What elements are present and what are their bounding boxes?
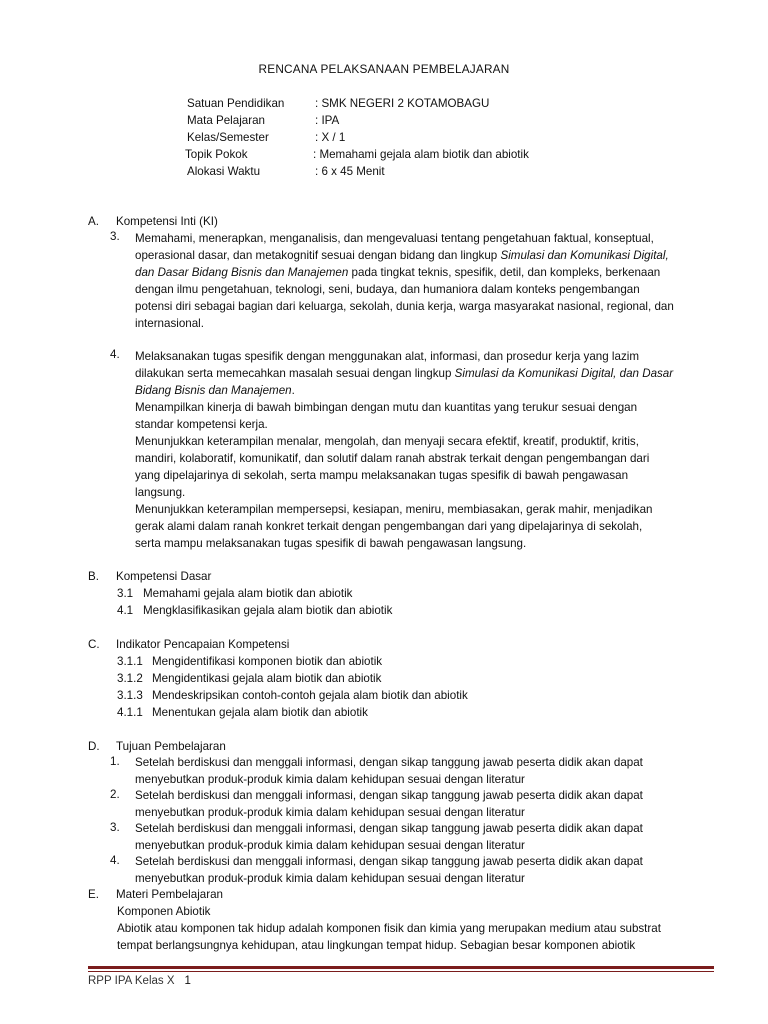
paragraph-line: Abiotik atau komponen tak hidup adalah komponen fisik dan kimia yang merupakan medium atau substrat <box>117 922 661 935</box>
footer-label: RPP IPA Kelas X <box>88 975 175 987</box>
paragraph-line <box>135 382 728 399</box>
text-span: dilakukan serta memecahkan masalah sesuai dengan lingkup <box>135 367 455 380</box>
paragraph-line: Menunjukkan keterampilan mempersepsi, kesiapan, meniru, membiasakan, gerak mahir, menjadikan <box>135 503 653 516</box>
section-title: Materi Pembelajaran <box>116 888 223 901</box>
info-row <box>187 95 529 112</box>
paragraph-line: serta mampu melaksanakan tugas spesifik di bawah pengawasan langsung. <box>135 537 527 550</box>
item-number: 3.1.2 <box>117 672 143 685</box>
info-value: : Memahami gejala alam biotik dan abiotik <box>313 148 529 161</box>
list-item <box>110 755 728 788</box>
list-item <box>110 821 728 854</box>
page-number: 1 <box>184 975 191 987</box>
paragraph-line: gerak alami dalam ranah konkret terkait dengan pengembangan dari yang dipelajarinya di sekolah, <box>135 520 643 533</box>
item-text: Menentukan gejala alam biotik dan abiotik <box>152 706 368 719</box>
item-number: 3.1.1 <box>117 655 143 668</box>
paragraph-line: menyebutkan produk-produk kimia dalam kehidupan sesuai dengan literatur <box>135 838 525 852</box>
section-letter: C. <box>88 638 100 651</box>
section-heading <box>88 636 728 653</box>
paragraph-line: dengan ilmu pengetahuan, teknologi, seni, budaya, dan humaniora dalam konteks pengembangan <box>135 283 640 296</box>
section-letter: D. <box>88 740 100 753</box>
item-number: 2. <box>110 788 120 801</box>
paragraph-line: standar kompetensi kerja. <box>135 418 268 431</box>
paragraph-line: tempat berlangsungnya kehidupan, atau lingkungan tempat hidup. Sebagian besar komponen abiotik <box>117 939 636 952</box>
identity-table <box>187 95 529 180</box>
section-title: Kompetensi Inti (KI) <box>116 215 218 228</box>
footer-rule-thin <box>88 971 714 972</box>
subheading: Komponen Abiotik <box>117 905 211 918</box>
footer-rule <box>88 966 714 969</box>
list-item <box>117 687 728 704</box>
italic-text: Simulasi dan Komunikasi Digital, <box>500 249 669 262</box>
item-number: 4.1 <box>117 604 134 617</box>
text-span: . <box>291 384 295 397</box>
section-heading <box>88 213 728 230</box>
item-text: Memahami gejala alam biotik dan abiotik <box>143 587 353 600</box>
list-item <box>117 670 728 687</box>
item-number: 4. <box>110 348 120 361</box>
paragraph-line: Menampilkan kinerja di bawah bimbingan dengan mutu dan kuantitas yang terukur sesuai dengan <box>135 401 638 414</box>
info-label: Satuan Pendidikan <box>187 97 285 110</box>
paragraph-line: Menunjukkan keterampilan menalar, mengolah, dan menyaji secara efektif, kreatif, produktif, kritis, <box>135 435 639 448</box>
info-value: : SMK NEGERI 2 KOTAMOBAGU <box>315 97 490 110</box>
info-value: : IPA <box>315 114 340 127</box>
paragraph-line: Setelah berdiskusi dan menggali informasi, dengan sikap tanggung jawab peserta didik akan dapat <box>135 756 643 769</box>
italic-text: Simulasi da Komunikasi Digital, dan Dasar <box>454 367 674 380</box>
paragraph-line <box>135 264 728 281</box>
section-heading <box>88 886 728 903</box>
item-number: 4. <box>110 854 120 867</box>
list-item <box>117 585 728 602</box>
paragraph-line: langsung. <box>135 486 186 499</box>
item-number: 4.1.1 <box>117 706 143 719</box>
info-value: : 6 x 45 Menit <box>315 165 385 178</box>
item-text: Mendeskripsikan contoh-contoh gejala alam biotik dan abiotik <box>152 689 468 702</box>
section-materi <box>88 886 728 954</box>
item-number: 3.1.3 <box>117 689 143 702</box>
document-title: RENCANA PELAKSANAAN PEMBELAJARAN <box>258 62 510 76</box>
section-indikator <box>88 636 728 721</box>
paragraph-line: Setelah berdiskusi dan menggali informasi, dengan sikap tanggung jawab peserta didik akan dapat <box>135 789 643 802</box>
info-row <box>187 129 529 146</box>
text-span: pada tingkat teknis, spesifik, detil, dan kompleks, berkenaan <box>348 266 661 279</box>
paragraph-line: menyebutkan produk-produk kimia dalam kehidupan sesuai dengan literatur <box>135 805 525 819</box>
section-heading <box>88 738 728 755</box>
item-number: 1. <box>110 755 120 768</box>
info-row <box>187 112 529 129</box>
paragraph-line: internasional. <box>135 317 204 330</box>
item-number: 3. <box>110 821 120 834</box>
list-item <box>117 704 728 721</box>
text-span: operasional dasar, dan metakognitif sesuai dengan bidang dan lingkup <box>135 249 501 262</box>
section-letter: A. <box>88 215 99 228</box>
info-label: Kelas/Semester <box>187 131 269 144</box>
info-row <box>187 146 529 163</box>
ki-item-4 <box>110 348 728 552</box>
section-heading <box>88 568 728 585</box>
section-kompetensi-dasar <box>88 568 728 619</box>
info-row <box>187 163 529 180</box>
paragraph-line: Setelah berdiskusi dan menggali informasi, dengan sikap tanggung jawab peserta didik akan dapat <box>135 855 643 868</box>
section-kompetensi-inti <box>88 213 728 552</box>
page-footer <box>88 975 191 987</box>
item-number: 3. <box>110 230 120 243</box>
paragraph-line: potensi diri sebagai bagian dari keluarga, sekolah, dunia kerja, warga masyarakat nasional, regional, dan <box>135 300 674 313</box>
section-title: Kompetensi Dasar <box>116 570 212 583</box>
paragraph-line <box>135 365 728 382</box>
info-label: Alokasi Waktu <box>187 165 261 178</box>
section-title: Indikator Pencapaian Kompetensi <box>116 638 290 651</box>
info-label: Topik Pokok <box>185 148 248 161</box>
paragraph-line: yang dipelajarinya di sekolah, serta mampu melaksanakan tugas spesifik di bawah pengawasan <box>135 469 629 482</box>
list-item <box>117 653 728 670</box>
list-item <box>117 602 728 619</box>
section-letter: E. <box>88 888 99 901</box>
paragraph-line: Melaksanakan tugas spesifik dengan menggunakan alat, informasi, dan prosedur kerja yang lazim <box>135 350 639 363</box>
list-item <box>110 854 728 887</box>
paragraph-line: Memahami, menerapkan, menganalisis, dan mengevaluasi tentang pengetahuan faktual, konseptual, <box>135 232 654 245</box>
paragraph-line: Setelah berdiskusi dan menggali informasi, dengan sikap tanggung jawab peserta didik akan dapat <box>135 822 643 835</box>
section-title: Tujuan Pembelajaran <box>116 740 226 753</box>
info-label: Mata Pelajaran <box>187 114 265 127</box>
list-item <box>110 788 728 821</box>
section-letter: B. <box>88 570 99 583</box>
paragraph-line: mandiri, kolaboratif, komunikatif, dan solutif dalam ranah abstrak terkait dengan pengembangan dari <box>135 452 650 465</box>
paragraph-line <box>135 247 728 264</box>
item-number: 3.1 <box>117 587 134 600</box>
item-text: Mengklasifikasikan gejala alam biotik dan abiotik <box>143 604 393 617</box>
ki-item-3 <box>110 230 728 332</box>
info-value: : X / 1 <box>315 131 346 144</box>
paragraph-line: menyebutkan produk-produk kimia dalam kehidupan sesuai dengan literatur <box>135 871 525 885</box>
item-text: Mengidentikasi gejala alam biotik dan abiotik <box>152 672 382 685</box>
paragraph-line: menyebutkan produk-produk kimia dalam kehidupan sesuai dengan literatur <box>135 772 525 786</box>
item-text: Mengidentifikasi komponen biotik dan abiotik <box>152 655 383 668</box>
section-tujuan <box>88 738 728 887</box>
italic-text: Bidang Bisnis dan Manajemen <box>135 384 292 397</box>
italic-text: dan Dasar Bidang Bisnis dan Manajemen <box>135 266 349 279</box>
